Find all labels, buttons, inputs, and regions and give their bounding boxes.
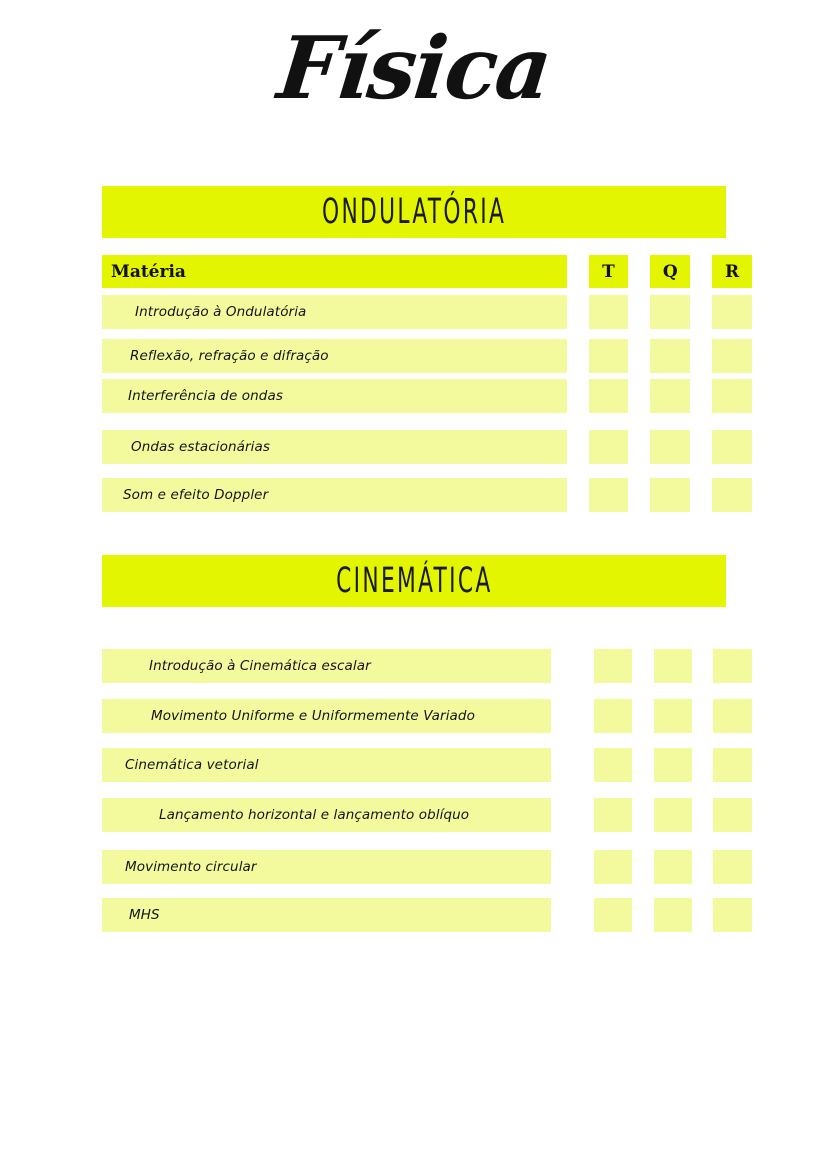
checkbox-cell-q[interactable] <box>650 379 690 413</box>
table-row <box>102 478 752 512</box>
column-spacer <box>551 699 593 733</box>
checkbox-cell-t[interactable] <box>594 699 633 733</box>
column-spacer <box>690 478 712 512</box>
checkbox-cell-q[interactable] <box>654 898 693 932</box>
column-spacer <box>628 478 650 512</box>
column-spacer <box>551 748 593 782</box>
checkbox-cell-t[interactable] <box>589 295 629 329</box>
matter-label: Introdução à Ondulatória <box>135 304 307 320</box>
matter-label: Interferência de ondas <box>128 388 283 404</box>
checkbox-cell-r[interactable] <box>712 379 752 413</box>
checkbox-cell-r[interactable] <box>713 898 752 932</box>
checkbox-cell-t[interactable] <box>594 898 633 932</box>
checkbox-cell-t[interactable] <box>589 379 629 413</box>
checkbox-cell-r[interactable] <box>712 430 752 464</box>
column-header-r: R <box>712 255 752 288</box>
column-spacer <box>567 478 589 512</box>
section-ondulatoria <box>102 186 752 512</box>
column-spacer <box>551 898 593 932</box>
checkbox-cell-t[interactable] <box>594 649 633 683</box>
column-spacer <box>690 430 712 464</box>
checkbox-cell-q[interactable] <box>650 295 690 329</box>
column-spacer <box>567 430 589 464</box>
checkbox-cell-t[interactable] <box>594 748 633 782</box>
column-spacer <box>692 798 713 832</box>
table-row <box>102 649 752 683</box>
checkbox-cell-r[interactable] <box>712 295 752 329</box>
column-header-t: T <box>589 255 629 288</box>
section-banner-label: CINEMÁTICA <box>335 560 493 602</box>
column-spacer <box>567 379 589 413</box>
checkbox-cell-q[interactable] <box>650 339 690 373</box>
column-spacer <box>632 798 653 832</box>
checkbox-cell-q[interactable] <box>654 748 693 782</box>
table-row <box>102 699 752 733</box>
checkbox-cell-q[interactable] <box>650 478 690 512</box>
column-spacer <box>690 379 712 413</box>
column-spacer <box>690 339 712 373</box>
column-header-q: Q <box>650 255 690 288</box>
matter-label-cell <box>102 478 567 512</box>
matter-label-cell <box>102 430 567 464</box>
column-spacer <box>632 699 653 733</box>
checkbox-cell-r[interactable] <box>713 699 752 733</box>
column-spacer <box>551 649 593 683</box>
column-spacer <box>628 339 650 373</box>
column-spacer <box>628 430 650 464</box>
column-spacer <box>692 898 713 932</box>
checkbox-cell-r[interactable] <box>713 850 752 884</box>
column-spacer <box>632 850 653 884</box>
section-banner-ondulatoria <box>102 186 726 238</box>
column-spacer <box>632 898 653 932</box>
column-spacer <box>628 295 650 329</box>
matter-label-cell <box>102 699 551 733</box>
table-row <box>102 748 752 782</box>
matter-label: Movimento circular <box>125 859 257 875</box>
matter-label-cell <box>102 379 567 413</box>
checkbox-cell-r[interactable] <box>712 339 752 373</box>
column-spacer <box>690 255 712 288</box>
column-spacer <box>567 295 589 329</box>
checkbox-cell-q[interactable] <box>650 430 690 464</box>
checkbox-cell-t[interactable] <box>589 339 629 373</box>
checkbox-cell-q[interactable] <box>654 798 693 832</box>
table-row <box>102 379 752 413</box>
column-spacer <box>551 850 593 884</box>
matter-label-cell <box>102 748 551 782</box>
page-title: Física <box>273 18 555 119</box>
column-spacer <box>692 748 713 782</box>
column-spacer <box>628 379 650 413</box>
sections-container <box>102 186 752 932</box>
matter-label: Ondas estacionárias <box>131 439 271 455</box>
checkbox-cell-t[interactable] <box>594 798 633 832</box>
checkbox-cell-q[interactable] <box>654 699 693 733</box>
column-spacer <box>692 649 713 683</box>
column-spacer <box>551 798 593 832</box>
checkbox-cell-t[interactable] <box>589 430 629 464</box>
checkbox-cell-r[interactable] <box>712 478 752 512</box>
column-spacer <box>567 339 589 373</box>
matter-label-cell <box>102 295 567 329</box>
matter-label: Lançamento horizontal e lançamento oblíquo <box>159 807 470 823</box>
section-banner-label: ONDULATÓRIA <box>321 191 507 233</box>
column-spacer <box>632 649 653 683</box>
matter-label-cell <box>102 898 551 932</box>
matter-label: Reflexão, refração e difração <box>130 348 329 364</box>
checkbox-cell-t[interactable] <box>594 850 633 884</box>
matter-label-cell <box>102 850 551 884</box>
checkbox-cell-r[interactable] <box>713 748 752 782</box>
column-spacer <box>632 748 653 782</box>
table-row <box>102 430 752 464</box>
section-cinematica <box>102 555 752 932</box>
matter-label: MHS <box>129 907 160 923</box>
column-header-materia <box>102 255 567 288</box>
matter-label-cell <box>102 798 551 832</box>
matter-label: Introdução à Cinemática escalar <box>149 658 371 674</box>
table-row <box>102 295 752 329</box>
matter-rows <box>102 649 752 932</box>
table-row <box>102 898 752 932</box>
table-row <box>102 798 752 832</box>
column-header-materia-label: Matéria <box>111 261 186 282</box>
checkbox-cell-t[interactable] <box>589 478 629 512</box>
column-spacer <box>628 255 650 288</box>
checkbox-cell-r[interactable] <box>713 798 752 832</box>
matter-label: Movimento Uniforme e Uniformemente Variado <box>151 708 475 724</box>
column-spacer <box>692 699 713 733</box>
section-banner-cinematica <box>102 555 726 607</box>
matter-label: Cinemática vetorial <box>125 757 259 773</box>
table-row <box>102 850 752 884</box>
checkbox-cell-q[interactable] <box>654 649 693 683</box>
checkbox-cell-r[interactable] <box>713 649 752 683</box>
matter-rows <box>102 295 752 512</box>
column-spacer <box>690 295 712 329</box>
matter-label-cell <box>102 339 567 373</box>
matter-label: Som e efeito Doppler <box>123 487 269 503</box>
checkbox-cell-q[interactable] <box>654 850 693 884</box>
table-header-row <box>102 255 752 288</box>
column-spacer <box>692 850 713 884</box>
matter-label-cell <box>102 649 551 683</box>
table-row <box>102 339 752 373</box>
column-spacer <box>567 255 589 288</box>
